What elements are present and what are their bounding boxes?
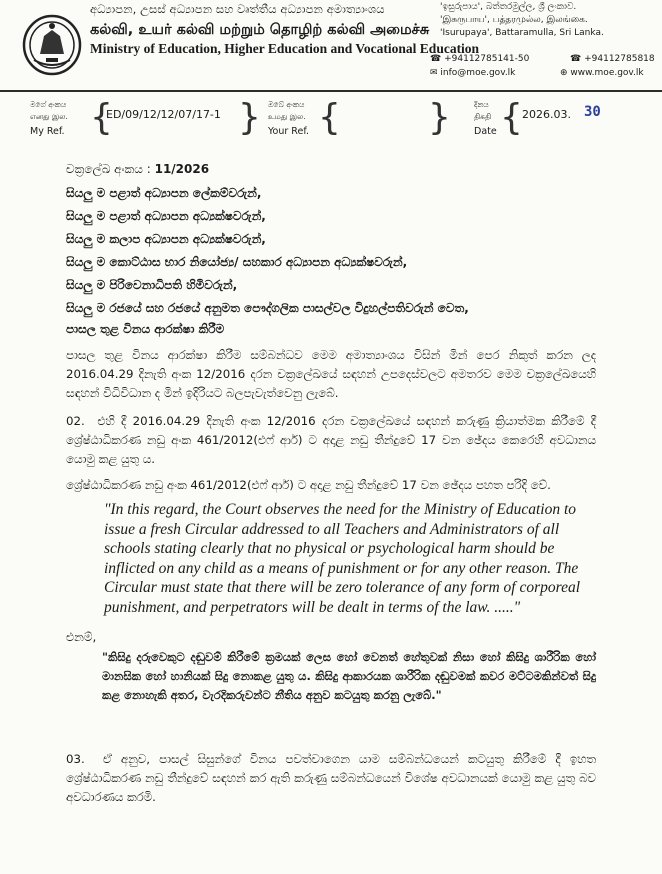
website	[560, 68, 644, 78]
letterhead-english-title: Ministry of Education, Higher Education and Vocational Education	[90, 41, 480, 56]
addressee-item: සියලු ම පිරිවෙනාධිපති හිමිවරුන්,	[66, 278, 238, 292]
paragraph-02	[66, 412, 596, 469]
date-en-label: Date	[474, 126, 497, 137]
addressee-item: සියලු ම කලාප අධ්‍යාපන අධ්‍යක්ෂවරුන්,	[66, 232, 266, 246]
my-ref-value: ED/09/12/12/07/17-1	[106, 108, 221, 121]
email	[430, 68, 515, 78]
paragraph-02-text: එහි දී 2016.04.29 දිනැති අංක 12/2016 දරන චක්‍රලේඛයේ සඳහන් කරුණු ක්‍රියාත්මක කිරීමේ දී ශ්‍රේෂ්ඨාධිකරණ නඩු අංක 461/2012(එෆ් ආර්) ට අදාළ නඩු තීන්දුවේ 17 වන ඡේදය කෙරෙහි අවධානය යොමු කළ යුතු ය.	[66, 414, 597, 466]
subject-heading: පාසල තුළ විනය ආරක්ෂා කිරීම	[66, 322, 225, 336]
address-tamil: 'இசுருபாய', பத்தரமுல்ல, இலங்கை.	[440, 15, 588, 25]
date-handwritten: 30	[584, 104, 601, 120]
court-quote-line: "In this regard, the Court observes the need for the Ministry of Education to	[104, 501, 577, 518]
addressee-item: සියලු ම රජයේ සහ රජයේ අනුමත පෞද්ගලික පාසල්වල විදුහල්පතිවරුන් වෙත,	[66, 301, 469, 315]
your-ref-ta-label: உமது இல.	[268, 112, 306, 121]
email-value: info@moe.gov.lk	[440, 68, 516, 78]
email-icon: ✉	[430, 68, 438, 78]
date-value: 2026.03.	[522, 108, 571, 121]
letterhead-sinhala-title: අධ්‍යාපන, උසස් අධ්‍යාපන සහ වෘත්තීය අධ්‍යාපන අමාත්‍යාංශය	[90, 2, 385, 16]
phone-1-value: +94112785141-50	[444, 54, 530, 64]
circular-number-value: 11/2026	[154, 162, 210, 176]
address-sinhala: 'ඉසුරුපාය', බත්තරමුල්ල, ශ්‍රී ලංකාව.	[440, 2, 577, 12]
court-quote-line: schools stating clearly that no physical or psychological harm should be	[104, 540, 555, 557]
paragraph-court-reference: ශ්‍රේෂ්ඨාධිකරණ නඩු අංක 461/2012(එෆ් ආර්) ට අදාළ නඩු තීන්දුවේ 17 වන ඡේදය පහත පරිදි වේ.	[66, 478, 551, 492]
brace-right-2: }	[428, 97, 451, 138]
government-emblem	[22, 14, 82, 76]
brace-left-3: {	[500, 97, 523, 138]
paragraph-03-number: 03.	[66, 752, 85, 766]
intro-paragraph: පාසල තුළ විනය ආරක්ෂා කිරීම සම්බන්ධව මෙම අමාත්‍යාංශය විසින් මින් පෙර නිකුත් කරන ලද 2016.04.29 දිනැති අංක 12/2016 දරන චක්‍රලේඛයේ සඳහන් උපදෙස්වලට අමතරව මෙම චක්‍රලේඛයෙහි සඳහන් විධිවිධාන ද මින් ඉදිරියට බලපැවැත්වෙනු ලැබේ.	[66, 348, 596, 400]
namely-label: එනම්,	[66, 630, 97, 644]
your-ref-si-label: ඔබේ අංකය	[268, 100, 305, 109]
phone-2-value: +94112785818	[584, 54, 655, 64]
circular-number-label: චක්‍රලේඛ අංකය :	[66, 162, 151, 176]
paragraph-03	[66, 750, 596, 807]
address-english: 'Isurupaya', Battaramulla, Sri Lanka.	[440, 28, 604, 38]
sinhala-quote: "කිසිදු දරුවෙකුට දඬුවම් කිරීමේ ක්‍රමයක් ලෙස හෝ වෙනත් හේතුවක් නිසා හෝ කිසිදු ශාරීරික හෝ මානසික හෝ හානියක් සිදු නොකළ යුතු ය. කිසිදු ආකාරයක ශාරීරික දඬුවමක් කවර මට්ටමකින්වත් සිදු කළ නොහැකි අතර, වැරදිකරුවන්ට නීතිය අනුව කටයුතු කරනු ලැබේ."	[102, 650, 596, 702]
court-quote-line: punishment, and perpetrators will be dealt in terms of the law. ....."	[104, 598, 521, 616]
brace-left-2: {	[318, 97, 341, 138]
letterhead-divider	[0, 90, 662, 92]
date-si-label: දිනය	[474, 100, 489, 109]
phone-icon: ☎	[430, 54, 442, 64]
addressee-item: සියලු ම පළාත් අධ්‍යාපන අධ්‍යක්ෂවරුන්,	[66, 209, 266, 223]
date-ta-label: திகதி	[474, 112, 492, 121]
my-ref-si-label: මගේ අංකය	[30, 100, 67, 109]
website-value: www.moe.gov.lk	[570, 68, 644, 78]
my-ref-ta-label: எனது இல.	[30, 112, 68, 121]
circular-number	[66, 162, 209, 177]
letterhead-tamil-title: கல்வி, உயர் கல்வி மற்றும் தொழிற் கல்வி அமைச்சு	[90, 22, 430, 38]
brace-left: {	[90, 97, 113, 138]
court-quote	[104, 500, 604, 617]
court-quote-line: Circular must state that there will be zero tolerance of any form of corporeal	[104, 579, 581, 596]
addressee-list	[66, 186, 626, 324]
web-icon: ⊕	[560, 68, 568, 78]
court-quote-line: inflicted on any child as a means of punishment or for any other reason. The	[104, 559, 579, 577]
paragraph-02-number: 02.	[66, 414, 85, 428]
phone-1	[430, 54, 529, 64]
addressee-item: සියලු ම පළාත් අධ්‍යාපන ලේකම්වරුන්,	[66, 186, 262, 200]
phone-2	[570, 54, 655, 64]
brace-right: }	[238, 97, 261, 138]
court-quote-line: issue a fresh Circular addressed to all Teachers and Administrators of all	[104, 520, 560, 538]
paragraph-03-text: ඒ අනුව, පාසල් සිසුන්ගේ විනය පවත්වාගෙන යාම සම්බන්ධයෙන් කටයුතු කිරීමේ දී ඉහත ශ්‍රේෂ්ඨාධිකරණ නඩු තීන්දුවේ සඳහන් කර ඇති කරුණු සම්බන්ධයෙන් විශේෂ අවධානයක් යොමු කළ යුතු බව අවධාරණය කරමි.	[66, 752, 596, 804]
fax-icon: ☎	[570, 54, 582, 64]
my-ref-en-label: My Ref.	[30, 126, 65, 137]
your-ref-en-label: Your Ref.	[268, 126, 309, 137]
addressee-item: සියලු ම කොට්ඨාස භාර නියෝජ්‍ය/ සහකාර අධ්‍යාපන අධ්‍යක්ෂවරුන්,	[66, 255, 408, 269]
